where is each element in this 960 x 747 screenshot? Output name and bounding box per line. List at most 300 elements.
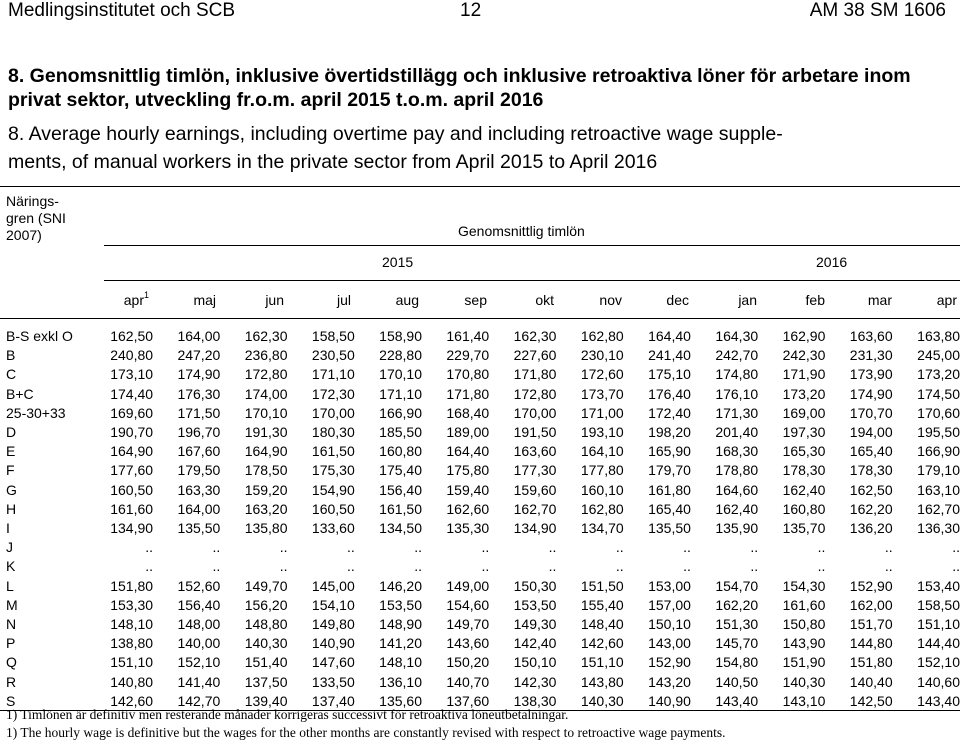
- table-cell: 141,40: [177, 673, 221, 690]
- table-cell: ..: [884, 539, 893, 556]
- table-cell: 170,10: [244, 404, 288, 421]
- table-cell: 201,40: [715, 424, 759, 441]
- earnings-table-body: [6, 327, 960, 711]
- table-cell: 175,10: [648, 366, 691, 383]
- column-header-label: mar: [867, 292, 892, 308]
- table-cell: 143,40: [917, 692, 960, 709]
- table-cell: 166,90: [917, 443, 960, 460]
- footnote-english: 1) The hourly wage is definitive but the wages for the other months are constantly revised with respect to retroactive wage payments.: [6, 725, 726, 740]
- table-cell: 164,10: [580, 443, 624, 460]
- earnings-table: [6, 327, 960, 711]
- table-cell: 151,70: [849, 616, 893, 633]
- table-cell: 150,10: [513, 654, 557, 671]
- table-cell: 168,30: [715, 443, 759, 460]
- table-cell: 156,20: [244, 596, 288, 613]
- column-header-6: [494, 292, 554, 308]
- table-cell: 160,80: [379, 443, 422, 460]
- table-cell: 153,50: [513, 596, 557, 613]
- row-label: Q: [6, 654, 17, 671]
- row-label: C: [6, 366, 17, 383]
- table-cell: 172,80: [513, 385, 557, 402]
- table-cell: 143,00: [648, 635, 691, 652]
- table-cell: 179,10: [917, 462, 960, 479]
- table-cell: 148,40: [580, 616, 624, 633]
- column-header-label: apr: [123, 292, 144, 308]
- column-header-label: jun: [265, 292, 284, 308]
- table-cell: 177,80: [580, 462, 624, 479]
- row-label: N: [6, 616, 17, 633]
- table-cell: 165,40: [849, 443, 893, 460]
- row-label: B: [6, 347, 16, 364]
- table-cell: 134,70: [580, 520, 624, 537]
- table-cell: 144,40: [917, 635, 960, 652]
- table-cell: 174,40: [110, 385, 154, 402]
- table-row: [6, 538, 960, 557]
- table-cell: 160,10: [580, 481, 624, 498]
- column-header-label: aug: [395, 292, 419, 308]
- table-cell: 171,80: [513, 366, 557, 383]
- table-row: [6, 634, 960, 653]
- table-cell: 153,30: [110, 596, 154, 613]
- table-cell: 135,30: [446, 520, 490, 537]
- top-rule: [0, 186, 960, 187]
- row-label: L: [6, 577, 14, 594]
- table-cell: 191,30: [244, 424, 288, 441]
- row-label: F: [6, 462, 15, 479]
- table-cell: 146,20: [379, 577, 422, 594]
- table-cell: 163,80: [917, 328, 960, 344]
- table-row: [6, 673, 960, 692]
- table-cell: 231,30: [849, 347, 893, 364]
- table-cell: 148,80: [244, 616, 288, 633]
- table-cell: 149,80: [311, 616, 355, 633]
- table-cell: 173,20: [782, 385, 826, 402]
- table-cell: 247,20: [177, 347, 221, 364]
- table-cell: 164,00: [177, 500, 221, 517]
- column-header-5: [427, 292, 487, 308]
- table-cell: 140,70: [446, 673, 490, 690]
- column-header-label: jan: [738, 292, 757, 308]
- year-2016-label: 2016: [816, 254, 848, 270]
- table-cell: 142,70: [177, 692, 221, 709]
- table-cell: 178,30: [782, 462, 826, 479]
- table-cell: 137,40: [311, 692, 355, 709]
- stub-header-line3: 2007): [6, 227, 42, 243]
- table-cell: 162,80: [580, 500, 624, 517]
- table-cell: 164,00: [177, 328, 221, 344]
- table-cell: 162,30: [244, 328, 288, 344]
- table-cell: 143,20: [648, 673, 691, 690]
- column-header-1: [156, 292, 216, 308]
- table-row: [6, 404, 960, 423]
- table-cell: 150,20: [446, 654, 490, 671]
- table-row: [6, 615, 960, 634]
- table-title-swedish: 8. Genomsnittlig timlön, inklusive övertidstillägg och inklusive retroaktiva löner för arbetare inom privat sektor, utveckling fr.o.m. april 2015 t.o.m. april 2016: [8, 65, 911, 111]
- table-cell: 161,50: [311, 443, 355, 460]
- table-cell: 142,30: [513, 673, 557, 690]
- table-cell: 148,90: [379, 616, 422, 633]
- table-cell: 168,40: [446, 404, 490, 421]
- table-cell: 158,50: [311, 328, 355, 344]
- table-cell: ..: [481, 558, 490, 575]
- table-cell: ..: [279, 558, 288, 575]
- table-cell: 139,40: [244, 692, 288, 709]
- table-cell: 148,00: [177, 616, 221, 633]
- table-cell: 171,10: [379, 385, 422, 402]
- table-cell: 177,60: [110, 462, 154, 479]
- table-cell: 142,50: [849, 692, 893, 709]
- column-header-4: [359, 292, 419, 308]
- table-cell: 161,50: [379, 500, 422, 517]
- table-cell: 154,80: [715, 654, 759, 671]
- table-cell: 166,90: [379, 404, 422, 421]
- table-cell: 152,60: [177, 577, 221, 594]
- table-cell: 133,60: [311, 520, 355, 537]
- table-cell: 152,90: [849, 577, 893, 594]
- table-cell: ..: [750, 558, 759, 575]
- table-cell: 151,10: [917, 616, 960, 633]
- row-label: E: [6, 443, 16, 460]
- table-cell: 161,60: [782, 596, 826, 613]
- table-cell: 149,70: [446, 616, 490, 633]
- table-cell: 150,30: [513, 577, 557, 594]
- table-cell: 171,30: [715, 404, 759, 421]
- group-header: Genomsnittlig timlön: [458, 223, 585, 239]
- table-cell: 163,60: [513, 443, 557, 460]
- table-cell: 156,40: [177, 596, 221, 613]
- table-row: [6, 346, 960, 365]
- table-cell: 154,60: [446, 596, 490, 613]
- table-cell: ..: [279, 539, 288, 556]
- table-cell: 162,20: [849, 500, 893, 517]
- table-cell: 164,90: [110, 443, 154, 460]
- table-cell: 153,50: [379, 596, 422, 613]
- column-header-8: [629, 292, 689, 308]
- row-label: G: [6, 481, 17, 498]
- table-cell: 162,90: [782, 328, 826, 344]
- table-cell: 162,40: [715, 500, 759, 517]
- table-cell: 140,30: [782, 673, 826, 690]
- table-cell: 140,90: [311, 635, 355, 652]
- table-cell: 142,60: [580, 635, 624, 652]
- header-bottom-rule: [0, 318, 960, 319]
- table-cell: 140,80: [110, 673, 154, 690]
- column-header-11: [832, 292, 892, 308]
- table-cell: 145,00: [311, 577, 355, 594]
- table-cell: 140,40: [849, 673, 893, 690]
- table-cell: 173,20: [917, 366, 960, 383]
- table-cell: 151,90: [782, 654, 826, 671]
- table-cell: 173,90: [849, 366, 893, 383]
- table-cell: 161,40: [446, 328, 490, 344]
- column-header-7: [562, 292, 622, 308]
- table-cell: 240,80: [110, 347, 154, 364]
- table-row: [6, 596, 960, 615]
- column-header-2: [224, 292, 284, 308]
- table-cell: 174,00: [244, 385, 288, 402]
- table-cell: 162,60: [446, 500, 490, 517]
- table-row: [6, 481, 960, 500]
- table-cell: ..: [145, 539, 154, 556]
- table-cell: 152,90: [648, 654, 691, 671]
- column-header-label: nov: [599, 292, 622, 308]
- table-cell: 151,50: [580, 577, 624, 594]
- table-cell: 163,20: [244, 500, 288, 517]
- table-cell: 176,30: [177, 385, 221, 402]
- table-cell: ..: [817, 558, 826, 575]
- column-header-label: dec: [666, 292, 689, 308]
- table-cell: 135,80: [244, 520, 288, 537]
- table-cell: 170,00: [513, 404, 557, 421]
- table-cell: 143,60: [446, 635, 490, 652]
- row-label: J: [6, 539, 13, 556]
- table-cell: 179,70: [648, 462, 691, 479]
- table-cell: 153,00: [648, 577, 691, 594]
- table-cell: ..: [481, 539, 490, 556]
- header-publisher: Medlingsinstitutet och SCB: [8, 0, 236, 21]
- row-label: D: [6, 424, 17, 441]
- table-cell: 229,70: [446, 347, 490, 364]
- table-cell: 144,80: [849, 635, 893, 652]
- table-cell: ..: [346, 558, 355, 575]
- table-cell: 149,70: [244, 577, 288, 594]
- table-cell: 165,40: [648, 500, 691, 517]
- table-cell: ..: [212, 558, 221, 575]
- stub-header: [6, 193, 86, 244]
- table-cell: 176,10: [715, 385, 759, 402]
- table-cell: 172,60: [580, 366, 624, 383]
- table-cell: 170,00: [311, 404, 355, 421]
- table-cell: 164,40: [446, 443, 490, 460]
- table-cell: 242,30: [782, 347, 826, 364]
- table-cell: 175,40: [379, 462, 422, 479]
- table-cell: 134,50: [379, 520, 422, 537]
- table-cell: 230,50: [311, 347, 355, 364]
- table-cell: 141,20: [379, 635, 422, 652]
- table-cell: 135,50: [648, 520, 691, 537]
- table-cell: 177,30: [513, 462, 557, 479]
- table-cell: 148,10: [110, 616, 154, 633]
- table-cell: 245,00: [917, 347, 960, 364]
- table-cell: ..: [212, 539, 221, 556]
- stub-header-line2: gren (SNI: [6, 210, 66, 226]
- table-cell: 178,30: [849, 462, 893, 479]
- table-cell: 135,70: [782, 520, 826, 537]
- table-row: [6, 653, 960, 672]
- table-cell: 140,30: [244, 635, 288, 652]
- table-cell: 170,70: [849, 404, 893, 421]
- table-row: [6, 557, 960, 576]
- table-cell: 154,90: [311, 481, 355, 498]
- table-cell: 133,50: [311, 673, 355, 690]
- column-header-label: feb: [805, 292, 825, 308]
- footnote-swedish: 1) Timlönen är definitiv men resterande månader korrigeras successivt för retroaktiva löneutbetalningar.: [6, 707, 569, 722]
- table-cell: 135,50: [177, 520, 221, 537]
- table-cell: 165,30: [782, 443, 826, 460]
- table-cell: 143,90: [782, 635, 826, 652]
- table-cell: 158,50: [917, 596, 960, 613]
- table-cell: 152,10: [917, 654, 960, 671]
- table-cell: 136,30: [917, 520, 960, 537]
- table-cell: 174,90: [849, 385, 893, 402]
- table-cell: 193,10: [580, 424, 624, 441]
- table-cell: ..: [615, 539, 624, 556]
- table-cell: 159,60: [513, 481, 557, 498]
- table-cell: ..: [884, 558, 893, 575]
- table-cell: 198,20: [648, 424, 691, 441]
- row-label: B-S exkl O: [6, 328, 73, 344]
- table-cell: ..: [750, 539, 759, 556]
- table-cell: 162,20: [715, 596, 759, 613]
- table-cell: 172,30: [311, 385, 355, 402]
- table-cell: 176,40: [648, 385, 691, 402]
- table-cell: 171,10: [311, 366, 355, 383]
- table-cell: 161,80: [648, 481, 691, 498]
- table-cell: 135,90: [715, 520, 759, 537]
- table-cell: 151,30: [715, 616, 759, 633]
- row-label: B+C: [6, 385, 34, 402]
- table-cell: 170,80: [446, 366, 490, 383]
- row-label: I: [6, 520, 10, 537]
- table-cell: 160,50: [110, 481, 154, 498]
- table-row: [6, 577, 960, 596]
- table-cell: 236,80: [244, 347, 288, 364]
- table-cell: 175,80: [446, 462, 490, 479]
- table-cell: 174,50: [917, 385, 960, 402]
- table-cell: 140,90: [648, 692, 691, 709]
- stub-header-line1: Närings-: [6, 193, 59, 209]
- table-cell: 162,70: [917, 500, 960, 517]
- row-label: S: [6, 692, 16, 709]
- table-cell: 171,50: [177, 404, 221, 421]
- table-cell: 136,20: [849, 520, 893, 537]
- column-header-label: okt: [535, 292, 554, 308]
- table-cell: 169,60: [110, 404, 154, 421]
- table-cell: 162,70: [513, 500, 557, 517]
- table-cell: 189,00: [446, 424, 490, 441]
- table-cell: 171,80: [446, 385, 490, 402]
- table-cell: ..: [952, 539, 960, 556]
- table-cell: 145,70: [715, 635, 759, 652]
- table-cell: 148,10: [379, 654, 422, 671]
- table-cell: 151,10: [110, 654, 154, 671]
- table-cell: 154,30: [782, 577, 826, 594]
- table-cell: 185,50: [379, 424, 422, 441]
- footnote-marker: 1: [143, 290, 149, 300]
- table-cell: 154,10: [311, 596, 355, 613]
- column-header-label: maj: [193, 292, 216, 308]
- table-cell: 167,60: [177, 443, 221, 460]
- table-cell: 134,90: [513, 520, 557, 537]
- table-cell: 163,30: [177, 481, 221, 498]
- table-cell: 162,50: [110, 328, 154, 344]
- table-cell: 140,30: [580, 692, 624, 709]
- table-cell: 150,80: [782, 616, 826, 633]
- table-cell: 174,80: [715, 366, 759, 383]
- table-cell: 172,40: [648, 404, 691, 421]
- table-cell: 152,10: [177, 654, 221, 671]
- table-cell: 159,40: [446, 481, 490, 498]
- table-title-english-line1: 8. Average hourly earnings, including overtime pay and including retroactive wage supple-: [8, 123, 783, 145]
- column-header-0: [89, 292, 149, 308]
- table-cell: 156,40: [379, 481, 422, 498]
- table-cell: 163,60: [849, 328, 893, 344]
- table-cell: 161,60: [110, 500, 154, 517]
- table-row: [6, 519, 960, 538]
- table-cell: 162,80: [580, 328, 624, 344]
- table-cell: 171,00: [580, 404, 624, 421]
- table-row: [6, 365, 960, 384]
- table-cell: 147,60: [311, 654, 355, 671]
- table-cell: 175,30: [311, 462, 355, 479]
- table-cell: 165,90: [648, 443, 691, 460]
- table-cell: 241,40: [648, 347, 691, 364]
- table-cell: 230,10: [580, 347, 624, 364]
- row-label: 25-30+33: [6, 404, 66, 421]
- row-label: M: [6, 596, 18, 613]
- table-cell: ..: [683, 558, 691, 575]
- table-cell: 195,50: [917, 424, 960, 441]
- page-number: 12: [460, 0, 482, 21]
- row-label: H: [6, 500, 17, 517]
- table-cell: 162,50: [849, 481, 893, 498]
- table-cell: ..: [548, 558, 557, 575]
- table-row: [6, 385, 960, 404]
- table-cell: 162,30: [513, 328, 557, 344]
- table-row: [6, 423, 960, 442]
- table-cell: 143,40: [715, 692, 759, 709]
- table-cell: 143,80: [580, 673, 624, 690]
- table-cell: 178,50: [244, 462, 288, 479]
- table-cell: 158,90: [379, 328, 422, 344]
- table-cell: 150,10: [648, 616, 691, 633]
- table-cell: 140,60: [917, 673, 960, 690]
- table-cell: 227,60: [513, 347, 557, 364]
- column-header-label: apr: [936, 292, 957, 308]
- table-cell: 140,50: [715, 673, 759, 690]
- table-cell: ..: [548, 539, 557, 556]
- table-title-english: [8, 120, 948, 176]
- report-id: AM 38 SM 1606: [809, 0, 946, 21]
- table-cell: 138,80: [110, 635, 154, 652]
- table-cell: 164,40: [648, 328, 691, 344]
- table-cell: 157,00: [648, 596, 691, 613]
- table-cell: 164,90: [244, 443, 288, 460]
- table-cell: 143,10: [782, 692, 826, 709]
- table-cell: 142,40: [513, 635, 557, 652]
- table-cell: 179,50: [177, 462, 221, 479]
- table-row: [6, 500, 960, 519]
- row-label: P: [6, 635, 16, 652]
- row-label: R: [6, 673, 17, 690]
- year-rule: [104, 280, 960, 281]
- table-title-english-line2: ments, of manual workers in the private sector from April 2015 to April 2016: [8, 151, 658, 173]
- table-cell: 137,60: [446, 692, 490, 709]
- table-cell: 149,30: [513, 616, 557, 633]
- table-cell: 163,10: [917, 481, 960, 498]
- table-cell: 196,70: [177, 424, 221, 441]
- table-cell: 242,70: [715, 347, 759, 364]
- table-cell: 162,00: [849, 596, 893, 613]
- column-header-12: [897, 292, 957, 308]
- table-cell: ..: [145, 558, 154, 575]
- table-cell: 154,70: [715, 577, 759, 594]
- table-cell: 142,60: [110, 692, 154, 709]
- column-header-3: [291, 292, 351, 308]
- table-row: [6, 442, 960, 461]
- table-row: [6, 461, 960, 480]
- table-cell: 191,50: [513, 424, 557, 441]
